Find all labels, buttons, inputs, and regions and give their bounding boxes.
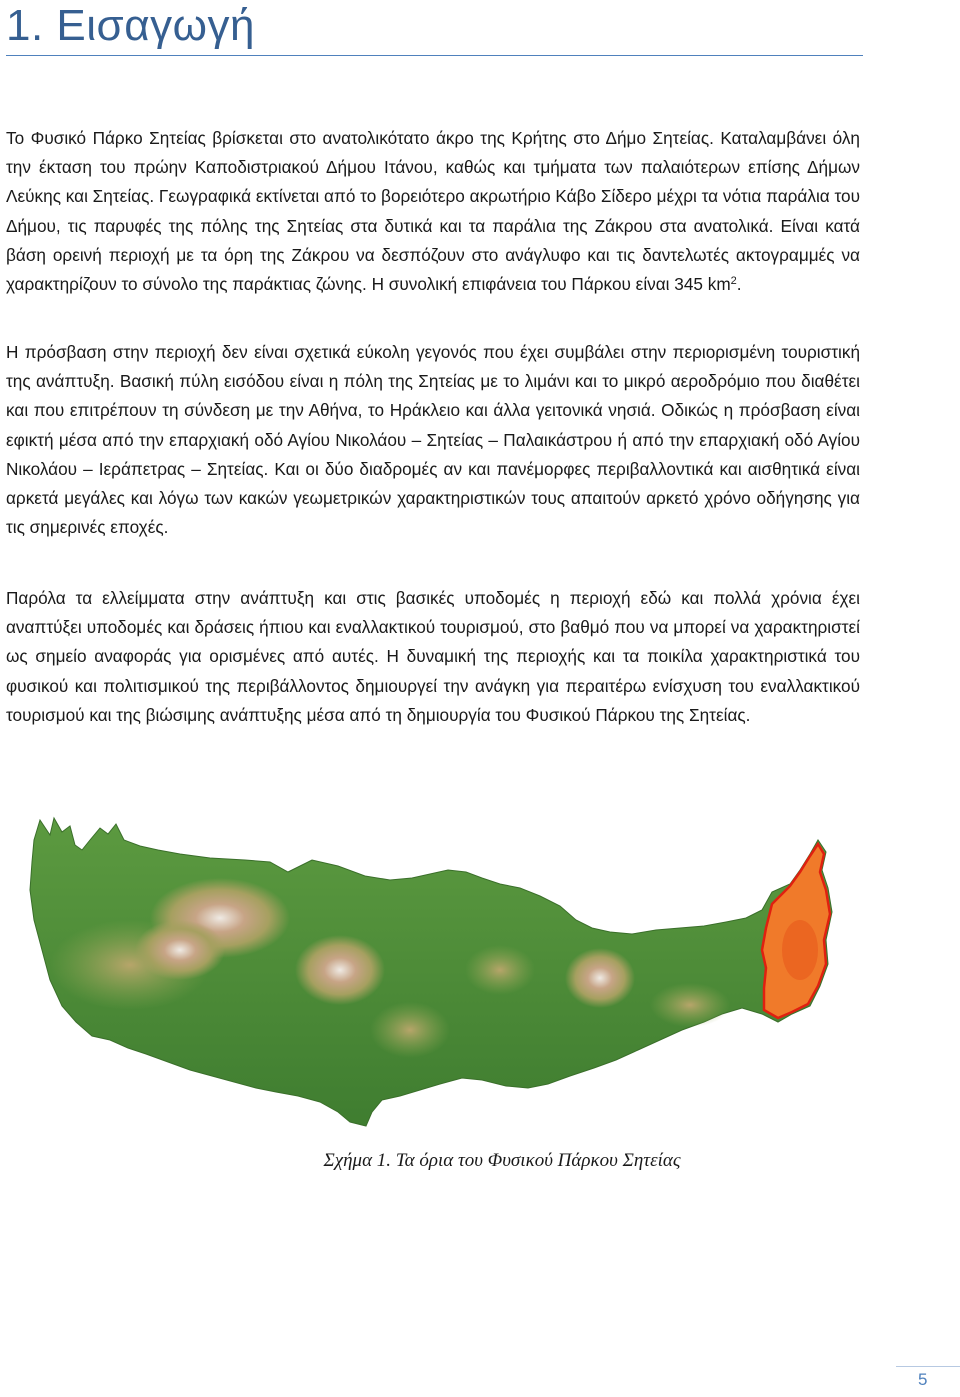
relief-asterousia xyxy=(370,1002,450,1058)
relief-psiloritis xyxy=(295,935,385,1005)
page-number: 5 xyxy=(918,1370,928,1389)
footer-rule xyxy=(896,1366,960,1367)
paragraph-tourism: Παρόλα τα ελλείμματα στην ανάπτυξη και στις βασικές υποδομές η περιοχή εδώ και πολλά χρόνια έχει αναπτύξει υποδομές και δράσεις ήπιου και εναλλακτικού τουρισμού, στο βαθμό που να μπορεί να χαρακτηριστεί ως σημείο αναφοράς για ορισμένες από αυτές. Η δυναμική της περιοχής και τα ποικίλα χαρακτηριστικά του φυσικού και πολιτισμικού της περιβάλλοντος δημιουργεί την ανάγκη για περαιτέρω ενίσχυση του εναλλακτικού τουρισμού και της βιώσιμης ανάπτυξης μέσα από τη δημιουργία του Φυσικού Πάρκου της Σητείας. xyxy=(6,588,860,725)
heading-underline xyxy=(6,55,863,56)
paragraph-access: Η πρόσβαση στην περιοχή δεν είναι σχετικά εύκολη γεγονός που έχει συμβάλει στην περιορισμένη τουριστική της ανάπτυξη. Βασική πύλη εισόδου είναι η πόλη της Σητείας με το λιμάνι και το μικρό αεροδρόμιο που διαθέτει και που επιτρέπουν τη σύνδεση με την Αθήνα, το Ηράκλειο και άλλα γειτονικά νησιά. Οδικώς η πρόσβαση είναι εφικτή μέσα από την επαρχιακή οδό Αγίου Νικολάου – Σητείας – Παλαικάστρου ή από την επαρχιακή οδό Αγίου Νικολάου – Ιεράπετρας – Σητείας. Και οι δύο διαδρομές αν και πανέμορφες περιβαλλοντικά και αισθητικά είναι αρκετά μεγάλες και λόγω των κακών γεωμετρικών χαρακτηριστικών τους απαιτούν αρκετό χρόνο οδήγησης για τις σημερινές εποχές. xyxy=(6,342,860,538)
relief-thripti xyxy=(650,983,730,1027)
paragraph-intro xyxy=(6,124,860,299)
relief-lefka-ori-2 xyxy=(135,920,225,980)
superscript-2: 2 xyxy=(730,275,737,288)
figure-caption: Σχήμα 1. Τα όρια του Φυσικού Πάρκου Σητείας xyxy=(323,1150,681,1171)
relief-dikti xyxy=(565,948,635,1008)
paragraph-intro-text: Το Φυσικό Πάρκο Σητείας βρίσκεται στο ανατολικότατο άκρο της Κρήτης στο Δήμο Σητείας. Καταλαμβάνει όλη την έκταση του πρώην Καποδιστριακού Δήμου Ιτάνου, καθώς και τμήματα των παλαιότερων επίσης Δήμων Λεύκης και Σητείας. Γεωγραφικά εκτίνεται από το βορειότερο ακρωτήριο Κάβο Σίδερο μέχρι τα νότια παράλια του Δήμου, τις παρυφές της πόλης της Σητείας στα δυτικά και τα παράλια της Ζάκρου στα ανατολικά. Είναι κατά βάση ορεινή περιοχή με τα όρη της Ζάκρου να δεσπόζουν στο ανάγλυφο και τις δαντελωτές ακτογραμμές να χαρακτηρίζουν το σύνολο της παράκτιας ζώνης. Η συνολική επιφάνεια του Πάρκου είναι 345 km xyxy=(6,128,860,295)
section-heading: 1. Εισαγωγή xyxy=(6,1,255,50)
relief-central-hills xyxy=(465,945,535,995)
sitia-park-relief xyxy=(782,920,818,980)
crete-map-svg xyxy=(20,800,880,1145)
crete-relief-map xyxy=(20,800,880,1145)
paragraph-intro-end: . xyxy=(736,274,742,295)
